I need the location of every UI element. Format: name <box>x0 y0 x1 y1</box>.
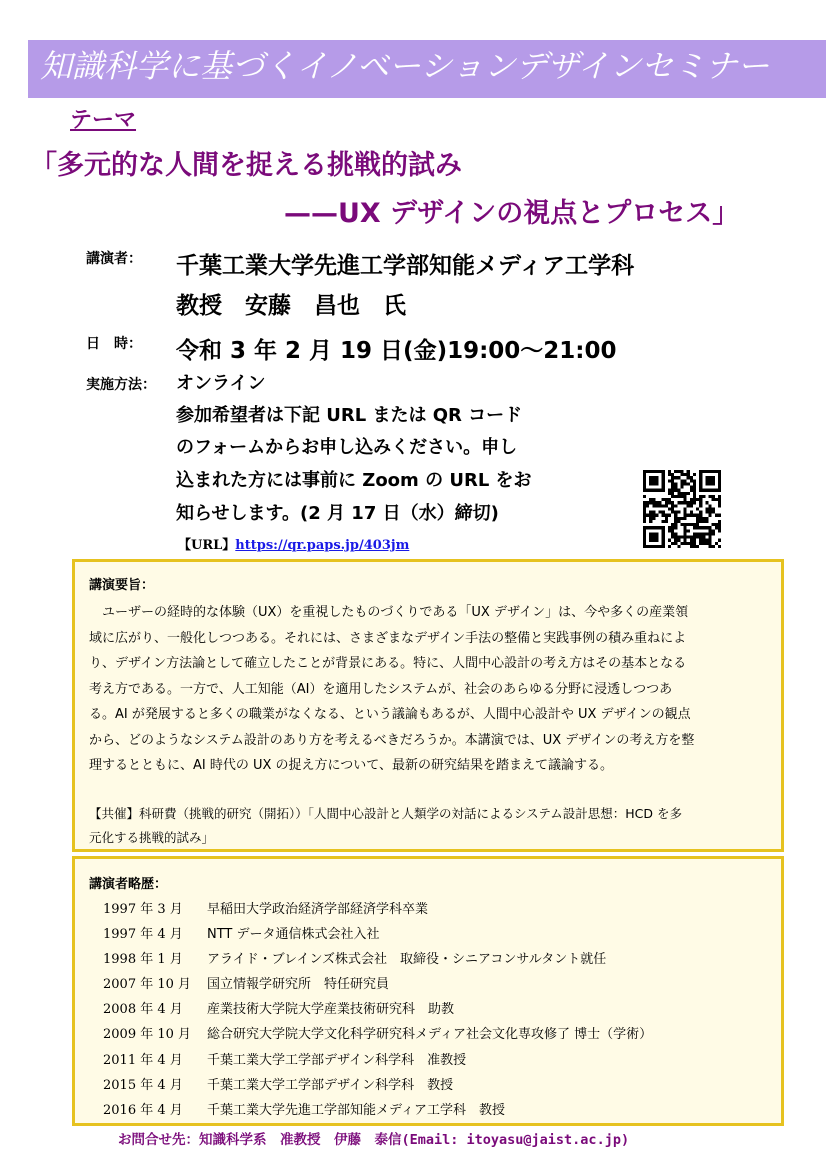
registration-link[interactable]: https://qr.paps.jp/403jm <box>235 538 410 553</box>
career-date: 2016 年 4 月 <box>103 1102 183 1118</box>
career-desc: 早稲田大学政治経済学部経済学科卒業 <box>207 902 429 917</box>
contact-email[interactable]: (Email: itoyasu@jaist.ac.jp) <box>401 1132 630 1148</box>
method-line: のフォームからお申し込みください。申し <box>176 437 518 458</box>
abstract-line: る。AI が発展すると多くの職業がなくなる、という議論もあるが、人間中心設計や UX デザインの観点 <box>89 707 691 722</box>
method-mode: オンライン <box>176 373 266 394</box>
career-date: 1997 年 4 月 <box>103 927 183 943</box>
career-list <box>103 897 773 1123</box>
career-date: 1997 年 3 月 <box>103 902 183 917</box>
url-label: 【URL】 <box>178 538 236 553</box>
method-line: 参加希望者は下記 URL または QR コード <box>176 405 523 426</box>
career-desc: 千葉工業大学先進工学部知能メディア工学科 教授 <box>207 1102 505 1118</box>
method-line: 込まれた方には事前に Zoom の URL をお <box>176 470 532 491</box>
speaker-affiliation: 千葉工業大学先進工学部知能メディア工学科 <box>176 253 635 279</box>
career-item <box>103 1073 773 1098</box>
abstract-text <box>89 600 779 779</box>
datetime-label: 日 時： <box>86 336 142 352</box>
career-desc: 総合研究大学院大学文化科学研究科メディア社会文化専攻修了 博士（学術） <box>207 1027 653 1043</box>
career-date: 2011 年 4 月 <box>103 1052 183 1068</box>
career-desc: 千葉工業大学工学部デザイン科学科 教授 <box>207 1077 454 1093</box>
career-date: 2008 年 4 月 <box>103 1002 183 1018</box>
method-label: 実施方法： <box>86 377 156 393</box>
career-item <box>103 1022 773 1047</box>
career-desc: NTT データ通信株式会社入社 <box>207 927 380 943</box>
theme-title-line2: ——UX デザインの視点とプロセス」 <box>284 198 740 229</box>
seminar-title: 知識科学に基づくイノベーションデザインセミナー <box>40 47 770 85</box>
method-line: 知らせします。(2 月 17 日（水）締切) <box>176 503 499 524</box>
qr-code-icon[interactable] <box>641 470 723 548</box>
datetime-value: 令和 3 年 2 月 19 日(金)19:00～21:00 <box>176 338 617 364</box>
career-box <box>72 856 784 1126</box>
abstract-line: 考え方である。一方で、人工知能（AI）を適用したシステムが、社会のあらゆる分野に浸透しつつあ <box>89 681 673 697</box>
career-item <box>103 897 773 922</box>
career-item <box>103 972 773 997</box>
career-heading: 講演者略歴： <box>89 877 168 892</box>
career-item <box>103 997 773 1022</box>
url-line <box>178 534 409 553</box>
career-item <box>103 922 773 947</box>
contact-line <box>118 1128 629 1148</box>
career-desc: 国立情報学研究所 特任研究員 <box>207 977 390 993</box>
theme-title-line1: 「多元的な人間を捉える挑戦的試み <box>30 150 462 181</box>
career-date: 2015 年 4 月 <box>103 1077 183 1093</box>
abstract-heading: 講演要旨： <box>89 578 155 593</box>
sponsor-line: 元化する挑戦的試み」 <box>89 830 215 845</box>
abstract-line: り、デザイン方法論として確立したことが背景にある。特に、人間中心設計の考え方はその基本となる <box>89 656 687 671</box>
contact-prefix: お問合せ先：知識科学系 准教授 伊藤 泰信 <box>118 1132 402 1148</box>
career-date: 2007 年 10 月 <box>103 977 192 993</box>
career-desc: 産業技術大学院大学産業技術研究科 助教 <box>207 1002 455 1018</box>
career-item <box>103 947 773 972</box>
career-date: 2009 年 10 月 <box>103 1027 192 1043</box>
abstract-line: から、どのようなシステム設計のあり方を考えるべきだろうか。本講演では、UX デザインの考え方を整 <box>89 732 695 748</box>
career-date: 1998 年 1 月 <box>103 952 183 968</box>
sponsor-line: 【共催】科研費（挑戦的研究（開拓））「人間中心設計と人類学の対話によるシステム設計思想：HCD を多 <box>89 806 682 821</box>
speaker-name: 教授 安藤 昌也 氏 <box>176 293 406 319</box>
abstract-line: 域に広がり、一般化しつつある。それには、さまざまなデザイン手法の整備と実践事例の積み重ねによ <box>89 630 687 646</box>
career-desc: アライド・ブレインズ株式会社 取締役・シニアコンサルタント就任 <box>207 952 607 968</box>
theme-label: テーマ <box>70 108 137 133</box>
career-item <box>103 1048 773 1073</box>
sponsor-note <box>89 802 769 850</box>
abstract-line: 理するとともに、AI 時代の UX の捉え方について、最新の研究結果を踏まえて議論する。 <box>89 758 614 773</box>
abstract-line: ユーザーの経時的な体験（UX）を重視したものづくりである「UX デザイン」は、今や多くの産業領 <box>89 605 689 620</box>
career-item <box>103 1098 773 1123</box>
abstract-box <box>72 559 784 852</box>
career-desc: 千葉工業大学工学部デザイン科学科 准教授 <box>207 1052 467 1068</box>
speaker-label: 講演者： <box>86 251 142 267</box>
